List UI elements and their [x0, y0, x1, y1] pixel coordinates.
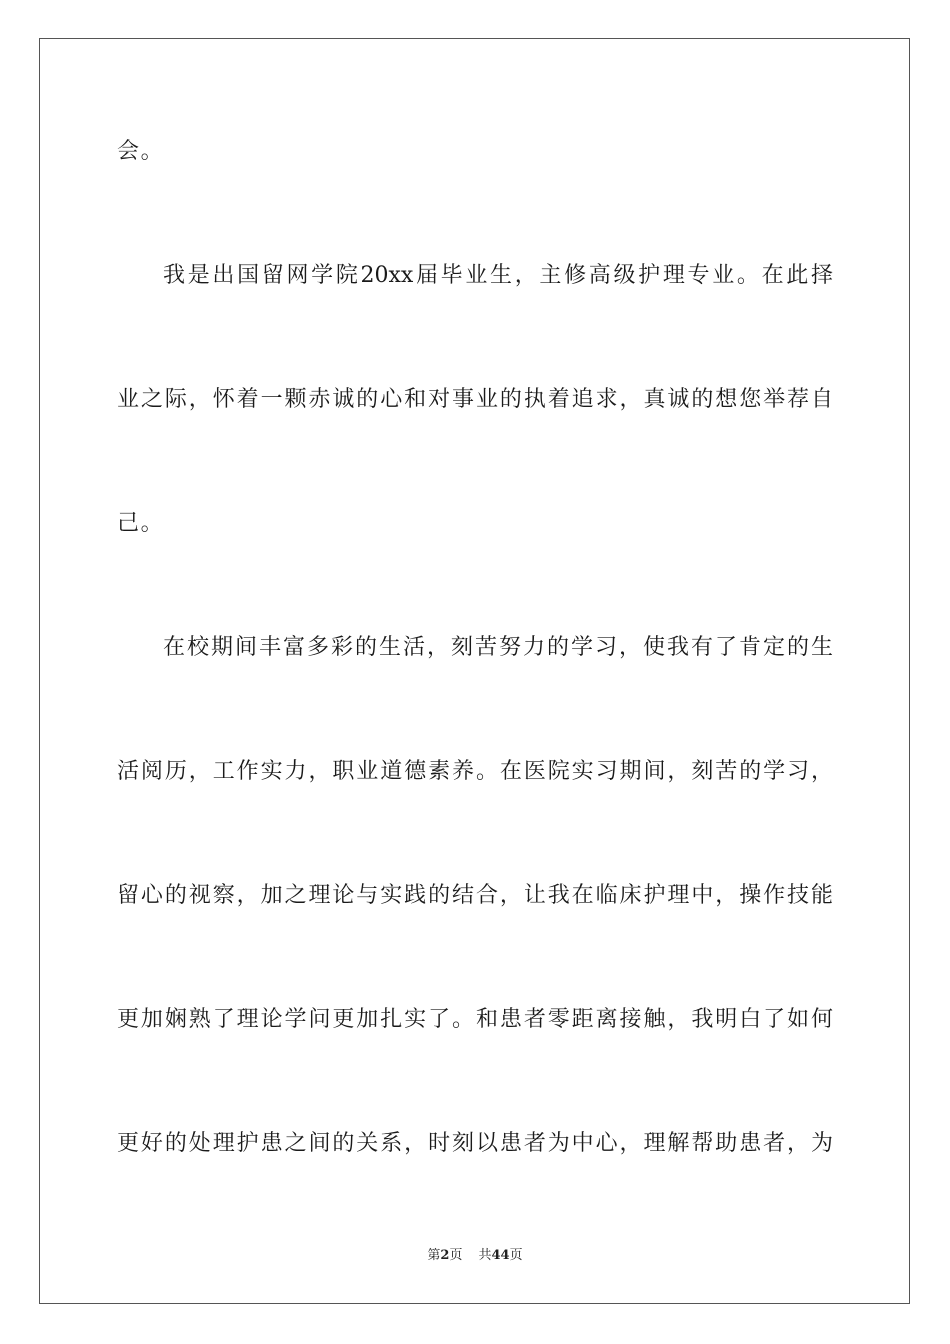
page-prefix: 第 [427, 1248, 441, 1263]
total-suffix: 页 [509, 1248, 523, 1263]
text-line: 会。 [117, 139, 165, 164]
page-footer [0, 1247, 950, 1265]
text-line: 更加娴熟了理论学问更加扎实了。和患者零距离接触，我明白了如何 [117, 1007, 833, 1032]
text-line: 留心的视察，加之理论与实践的结合，让我在临床护理中，操作技能 [117, 883, 833, 908]
text-line: 更好的处理护患之间的关系，时刻以患者为中心，理解帮助患者，为 [117, 1131, 833, 1156]
paragraph-start-line: 在校期间丰富多彩的生活，刻苦努力的学习，使我有了肯定的生 [163, 635, 833, 660]
paragraph-start-line: 我是出国留网学院20xx届毕业生，主修高级护理专业。在此择 [163, 263, 833, 288]
text-line: 业之际，怀着一颗赤诚的心和对事业的执着追求，真诚的想您举荐自 [117, 387, 833, 412]
page-number: 2 [440, 1248, 450, 1263]
text-line: 活阅历，工作实力，职业道德素养。在医院实习期间，刻苦的学习， [117, 759, 833, 784]
total-pages: 44 [491, 1248, 510, 1263]
text-line: 己。 [117, 511, 165, 536]
total-prefix: 共 [478, 1248, 492, 1263]
page-border [39, 38, 910, 1304]
page-suffix: 页 [449, 1248, 463, 1263]
